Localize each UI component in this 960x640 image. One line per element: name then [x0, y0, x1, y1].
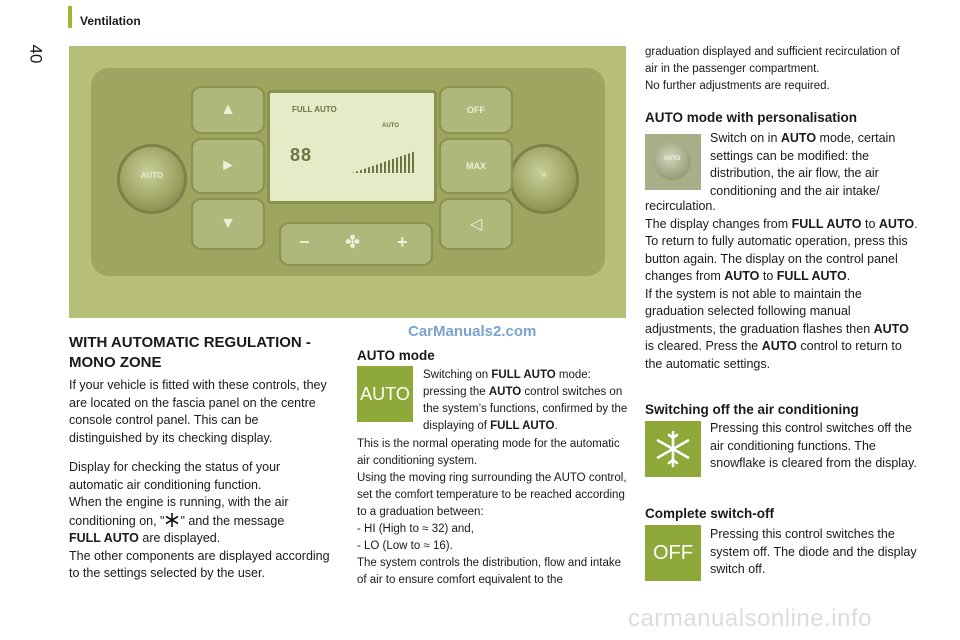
personalisation-intro — [710, 130, 920, 200]
pers-fail — [645, 286, 920, 374]
pers-p3-b: to — [759, 269, 777, 283]
snowflake-icon — [164, 512, 180, 528]
display-text-c: " and the message — [180, 513, 285, 528]
auto-knob-thumbnail — [645, 134, 701, 190]
pers-p2-b: The display changes from — [645, 216, 792, 231]
auto-body-p6: The system controls the distribution, flow and intake of air to ensure comfort equivalent to the — [357, 557, 621, 586]
display-auto: AUTO — [382, 123, 399, 129]
distribution-knob-icon: ✳ — [540, 171, 548, 180]
panel-recirculation-button — [439, 198, 513, 250]
display-fan-bars — [352, 151, 416, 173]
pers-text-a: Switch on in — [710, 131, 781, 145]
pers-text-b: mode, certain settings can be modified: the distribution, the air flow, the air conditioning and the air intake/ — [710, 131, 896, 198]
personalisation-heading: AUTO mode with personalisation — [645, 110, 858, 125]
pers-p3-full-auto: FULL AUTO — [776, 269, 847, 283]
pers-p3-auto: AUTO — [724, 269, 760, 283]
pers-text-auto: AUTO — [780, 131, 817, 145]
panel-max-button — [439, 138, 513, 194]
pers-p4-b: is cleared. Press the — [645, 339, 762, 353]
pers-return — [645, 233, 920, 286]
panel-display — [267, 90, 437, 204]
arrow-down-icon: ▼ — [220, 215, 236, 232]
off-label: OFF — [467, 105, 485, 115]
display-full-auto-bold: FULL AUTO — [69, 531, 139, 545]
arrow-right-icon: ► — [220, 157, 236, 174]
auto-temperature-knob — [117, 144, 187, 214]
auto-text-full-auto-2: FULL AUTO — [490, 420, 555, 432]
panel-down-button — [191, 198, 265, 250]
arrow-up-icon: ▲ — [220, 101, 236, 118]
display-text-d: are displayed. — [138, 531, 221, 545]
auto-button-icon: AUTO — [357, 366, 413, 422]
display-paragraph — [69, 459, 331, 583]
pers-p2-auto: AUTO — [878, 216, 915, 231]
pers-p3-a: To return to fully automatic operation, press this button again. The display on the control panel changes from — [645, 234, 908, 283]
display-text-b: When the engine is running, with the air conditioning on, " — [69, 495, 289, 528]
auto-body-p3: Using the moving ring surrounding the AUTO control, set the comfort temperature to be reached according to a graduation between: — [357, 472, 627, 518]
auto-knob-thumb-label: AUTO — [663, 156, 681, 162]
pers-p2-full-auto: FULL AUTO — [791, 216, 862, 231]
watermark-link[interactable]: CarManuals2.com — [408, 323, 537, 340]
display-digits: 88 — [290, 145, 313, 165]
pers-p4-a: If the system is not able to maintain the graduation selected following manual adjustments, the graduation flashes then — [645, 286, 874, 336]
page-number: 40 — [26, 44, 46, 64]
recirculation-icon: ◁ — [469, 216, 483, 233]
display-full-auto: FULL AUTO — [292, 105, 337, 114]
auto-mode-heading: AUTO mode — [357, 348, 435, 363]
ac-off-text: Pressing this control switches off the air conditioning functions. The snowflake is cleared from the display. — [710, 421, 917, 470]
auto-text-a: Switching on — [423, 369, 492, 381]
section-title: Ventilation — [80, 14, 141, 28]
continuation-b: No further adjustments are required. — [645, 80, 830, 92]
auto-mode-intro — [423, 367, 633, 435]
auto-body-p5: - LO (Low to ≈ 16). — [357, 540, 453, 552]
pers-p2-c: to — [861, 216, 879, 231]
pers-display-change — [645, 216, 920, 234]
footer-watermark-link[interactable]: carmanualsonline.info — [628, 605, 872, 632]
fan-minus: − — [299, 232, 310, 252]
off-button-icon: OFF — [645, 525, 701, 581]
continuation-a: graduation displayed and sufficient recirculation of air in the passenger compartment. — [645, 46, 900, 75]
intro-paragraph: If your vehicle is fitted with these controls, they are located on the fascia panel on the centre console control panel. This can be distinguished by its checking display. — [69, 378, 327, 445]
complete-off-heading: Complete switch-off — [645, 506, 775, 521]
auto-text-c: control switches on the system’s functions, confirmed by the displaying of — [423, 386, 628, 432]
pers-recirc: recirculation. — [645, 199, 716, 213]
personalisation-body — [645, 198, 920, 373]
auto-text-full-auto: FULL AUTO — [491, 369, 556, 381]
auto-body-p2: This is the normal operating mode for the automatic air conditioning system. — [357, 438, 620, 467]
fan-plus: + — [397, 232, 408, 252]
auto-body-p4: - HI (High to ≈ 32) and, — [357, 523, 474, 535]
fan-icon: ✤ — [345, 232, 361, 252]
auto-knob-label: AUTO — [140, 171, 164, 180]
main-heading: WITH AUTOMATIC REGULATION - MONO ZONE — [69, 334, 311, 371]
fan-speed-control — [279, 222, 433, 266]
complete-off-text: Pressing this control switches the system off. The diode and the display switch off. — [710, 527, 917, 576]
snowflake-icon — [653, 429, 693, 469]
pers-p4-auto: AUTO — [873, 321, 909, 336]
panel-up-button — [191, 86, 265, 134]
control-panel-photo — [69, 46, 626, 318]
control-panel-body — [91, 68, 605, 276]
panel-right-button — [191, 138, 265, 194]
auto-mode-body — [357, 436, 627, 589]
display-text-a: Display for checking the status of your automatic air conditioning function. — [69, 460, 281, 492]
pers-p4-c: control to return to the automatic settings. — [645, 339, 902, 371]
pers-p3-c: . — [846, 269, 851, 283]
section-accent-bar — [68, 6, 72, 28]
panel-off-button — [439, 86, 513, 134]
pers-p4-auto2: AUTO — [761, 339, 797, 353]
ac-off-heading: Switching off the air conditioning — [645, 402, 859, 417]
snowflake-button-icon — [645, 421, 701, 477]
pers-p2-d: . — [914, 216, 918, 231]
auto-text-b: mode: pressing the — [423, 369, 591, 398]
max-label: MAX — [466, 161, 486, 171]
distribution-knob — [509, 144, 579, 214]
auto-text-auto: AUTO — [488, 386, 522, 398]
display-text-e: The other components are displayed according to the settings selected by the user. — [69, 548, 330, 580]
continuation-paragraph — [645, 44, 915, 95]
auto-text-d: . — [554, 420, 558, 432]
